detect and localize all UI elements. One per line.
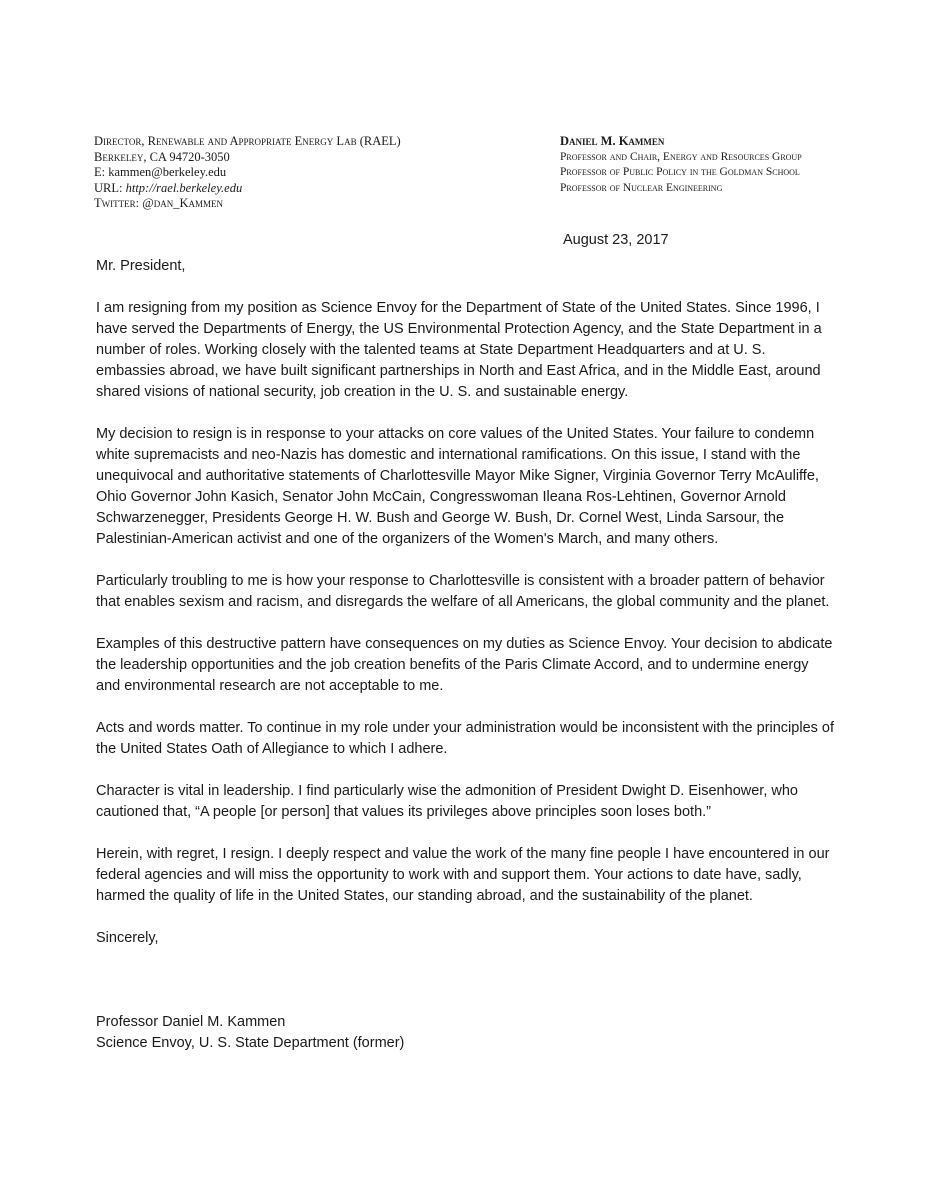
signature-block bbox=[96, 1012, 836, 1054]
paragraph-2: My decision to resign is in response to your attacks on core values of the United States. Your failure to condemn white supremacists and neo-Nazis has domestic and international ramifications. On this issue, I stand with the unequivocal and authoritative statements of Charlottesville Mayor Mike Signer, Virginia Governor Terry McAuliffe, Ohio Governor John Kasich, Senator John McCain, Congresswoman Ileana Ros-Lehtinen, Governor Arnold Schwarzenegger, Presidents George H. W. Bush and George W. Bush, Dr. Cornel West, Linda Sarsour, the Palestinian-American activist and one of the organizers of the Women's March, and many others. bbox=[96, 426, 819, 547]
url-link[interactable]: http://rael.berkeley.edu bbox=[125, 180, 243, 195]
letterhead-left bbox=[94, 134, 494, 212]
twitter: Twitter: @dan_Kammen bbox=[94, 196, 224, 210]
email: E: kammen@berkeley.edu bbox=[94, 165, 227, 179]
letterhead-right bbox=[560, 134, 900, 196]
author-title-2: Professor of Public Policy in the Goldman School bbox=[560, 166, 800, 178]
signature-space bbox=[96, 970, 836, 1012]
closing: Sincerely, bbox=[96, 930, 159, 946]
lab-title: Director, Renewable and Appropriate Energy Lab (RAEL) bbox=[94, 134, 401, 148]
letter-date: August 23, 2017 bbox=[563, 232, 669, 248]
author-title-1: Professor and Chair, Energy and Resources Group bbox=[560, 150, 802, 163]
paragraph-5: Acts and words matter. To continue in my role under your administration would be inconsistent with the principles of the United States Oath of Allegiance to which I adhere. bbox=[96, 720, 834, 757]
address: Berkeley, CA 94720-3050 bbox=[94, 149, 230, 164]
author-title-3: Professor of Nuclear Engineering bbox=[560, 181, 723, 194]
paragraph-1: I am resigning from my position as Science Envoy for the Department of State of the United States. Since 1996, I have served the Departments of Energy, the US Environmental Protection Agency, and the State Department in a number of roles. Working closely with the talented teams at State Department Headquarters and at U. S. embassies abroad, we have built significant partnerships in North and East Africa, and in the Middle East, around shared visions of national security, job creation in the U. S. and sustainable energy. bbox=[96, 300, 822, 400]
signature-name: Professor Daniel M. Kammen bbox=[96, 1014, 286, 1030]
paragraph-3: Particularly troubling to me is how your response to Charlottesville is consistent with a broader pattern of behavior that enables sexism and racism, and disregards the welfare of all Americans, the global community and the planet. bbox=[96, 573, 830, 610]
author-name: Daniel M. Kammen bbox=[560, 134, 665, 148]
signature-title: Science Envoy, U. S. State Department (former) bbox=[96, 1035, 405, 1051]
salutation: Mr. President, bbox=[96, 258, 186, 274]
url-line bbox=[94, 181, 494, 197]
url-label: URL: bbox=[94, 180, 126, 195]
paragraph-7: Herein, with regret, I resign. I deeply respect and value the work of the many fine people I have encountered in our federal agencies and will miss the opportunity to work with and support them. Your actions to date have, sadly, harmed the quality of life in the United States, our standing abroad, and the sustainability of the planet. bbox=[96, 846, 830, 904]
paragraph-4: Examples of this destructive pattern have consequences on my duties as Science Envoy. Your decision to abdicate the leadership opportunities and the job creation benefits of the Paris Climate Accord, and to undermine energy and environmental research are not acceptable to me. bbox=[96, 636, 833, 694]
paragraph-6: Character is vital in leadership. I find particularly wise the admonition of President Dwight D. Eisenhower, who cautioned that, “A people [or person] that values its privileges above principles soon loses both.” bbox=[96, 783, 798, 820]
letter-body bbox=[96, 256, 836, 1054]
